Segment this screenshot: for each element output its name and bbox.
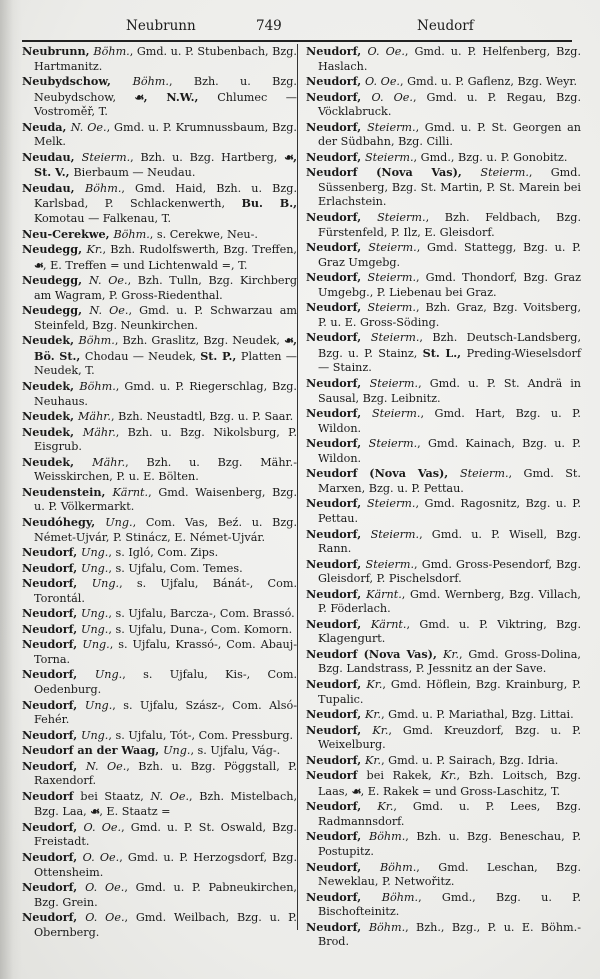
gazetteer-entry [22, 181, 297, 227]
entry-text: , Gmd. u. P. Pabneukirchen, Bzg. Grein. [34, 881, 297, 909]
left-column [22, 44, 297, 940]
entry-text: , Gmd. u. P. Schwarzau am Steinfeld, Bzg. Neunkirchen. [34, 304, 297, 332]
entry-text: , s. Ujfalu, Barcza-, Com. Brassó. [108, 607, 295, 621]
entry-region: N. Oe. [89, 304, 129, 318]
gazetteer-entry [306, 496, 581, 526]
entry-text: , Gmd. Leschan, Bzg. Neweklau, P. Netwořitz. [318, 860, 582, 889]
entry-text: , Bzh. Neustadtl, Bzg. u. P. Saar. [110, 410, 294, 424]
entry-text: , Bzh. u. Bzg. Beneschau, P. Postupitz. [318, 830, 581, 858]
entry-region: Steierm. [367, 301, 416, 315]
entry-region: Steierm. [377, 211, 426, 225]
gazetteer-entry [306, 270, 581, 300]
entry-region: Ung. [163, 744, 191, 758]
entry-region: Kärnt. [366, 587, 402, 601]
entry-headword: , N.W., [143, 89, 218, 104]
entry-region: O. Oe. [85, 881, 125, 895]
entry-text: Bierbaum — Neudau. [73, 166, 196, 180]
page-number: 749 [256, 18, 282, 34]
entry-text: , Gmd. Waisenberg, Bzg. u. P. Völkermarkt. [34, 485, 298, 514]
gazetteer-entry [22, 910, 297, 940]
gazetteer-entry [22, 698, 297, 728]
entry-region: Böhm. [368, 920, 406, 934]
gazetteer-entry [22, 667, 297, 697]
entry-region: Böhm. [368, 830, 406, 844]
gazetteer-entry [306, 406, 581, 436]
entry-headword: Neudorf, [22, 606, 82, 621]
railway-symbol-icon: ☙ [284, 149, 294, 164]
entry-region: O. Oe. [367, 45, 405, 58]
gazetteer-entry [306, 617, 581, 647]
entry-headword: Neudegg, [22, 303, 90, 318]
entry-headword: Neudorf, [306, 859, 380, 874]
entry-headword: Neudorf, [22, 758, 86, 773]
entry-text: , Bzh. Loitsch, Bzg. Laas, [318, 769, 581, 798]
entry-text: , Gmd. u. P. Herzogsdorf, Bzg. Ottensheim. [34, 850, 298, 879]
railway-symbol-icon: ☙ [284, 333, 294, 348]
gazetteer-entry [306, 799, 581, 829]
gazetteer-entry [22, 743, 297, 759]
entry-region: Ung. [81, 607, 109, 621]
gazetteer-entry [306, 587, 581, 617]
gazetteer-entry [306, 466, 581, 496]
entry-text: , Gmd. Höflein, Bzg. Krainburg, P. Tupalic. [318, 677, 581, 706]
gazetteer-entry [22, 273, 297, 303]
entry-headword: Bu. B., [241, 196, 297, 211]
entry-text: , Gmd. u. P. St. Andrä in Sausal, Bzg. Leibnitz. [318, 377, 581, 405]
gazetteer-entry [22, 728, 297, 744]
entry-text: , Gmd. Kreuzdorf, Bzg. u. P. Weixelburg. [318, 723, 581, 752]
entry-text: , s. Ujfalu, Duna-, Com. Komorn. [108, 622, 293, 636]
gazetteer-entry [22, 409, 297, 425]
entry-headword: Neudorf, [306, 436, 369, 451]
entry-text: Preding-Wieselsdorf — Stainz. [318, 346, 581, 375]
entry-text: , Gmd. u. P. St. Georgen an der Südbahn, Bzg. Cilli. [318, 120, 582, 149]
entry-headword: Neudorf, [306, 119, 368, 134]
entry-text: , Gmd. Ragosnitz, Bzg. u. P. Pettau. [318, 497, 582, 525]
entry-region: Kr. [442, 647, 460, 661]
entry-region: Mähr. [77, 410, 111, 424]
entry-region: Steierm. [370, 527, 420, 541]
entry-text: , Gmd. u. P. Stubenbach, Bzg. Hartmanitz. [34, 45, 297, 73]
entry-text: , Com. Vas, Beź. u. Bzg. Német-Ujvár, P. Stinácz, E. Német-Ujvár. [34, 515, 297, 544]
entry-text: , Gmd. u. P. Wisell, Bzg. Rann. [318, 527, 582, 556]
entry-headword: Neudorf, [306, 376, 370, 391]
entry-headword: Neudek, [22, 379, 80, 394]
entry-headword: Neudorf, [306, 556, 366, 571]
entry-region: Mähr. [92, 455, 126, 469]
gazetteer-entry [22, 242, 297, 273]
entry-region: Steierm. [368, 437, 418, 451]
entry-headword: Neudegg, [22, 242, 87, 257]
column-divider [297, 44, 298, 930]
entry-headword: Neudorf, [306, 586, 367, 601]
entry-region: Kr. [366, 677, 383, 691]
gazetteer-entry [22, 759, 297, 789]
running-head-left: Neubrunn [126, 18, 196, 34]
entry-text: , E. Treffen = und Lichtenwald =, T. [43, 258, 248, 272]
gazetteer-entry [306, 707, 581, 723]
entry-text: , Bzh. Deutsch-Landsberg, Bzg. u. P. Stainz, [318, 331, 582, 360]
entry-headword: Neudorf, [22, 849, 83, 864]
gazetteer-entry [22, 850, 297, 880]
entry-region: Ung. [82, 638, 110, 652]
gazetteer-entry [22, 303, 297, 333]
entry-text: , Gmd. u. P. St. Oswald, Bzg. Freistadt. [34, 820, 297, 849]
entry-headword: Neudorf [306, 768, 367, 783]
entry-text: , Gmd. St. Marxen, Bzg. u. P. Pettau. [318, 467, 581, 495]
entry-text: , E. Rakek = und Gross-Laschitz, T. [360, 784, 561, 798]
entry-region: Böhm. [381, 890, 419, 904]
entry-headword: Neudorf, [306, 829, 369, 844]
entry-headword: Neudorf, [306, 149, 366, 164]
gazetteer-entry [306, 240, 581, 270]
entry-text: , Bzh., Bzg., P. u. E. Böhm.-Brod. [318, 920, 582, 949]
gazetteer-entry [306, 920, 581, 950]
gazetteer-entry [22, 515, 297, 545]
entry-text: , s. Ujfalu, Com. Temes. [108, 561, 243, 575]
entry-headword: Neudorf, [306, 300, 368, 315]
entry-region: N. Oe. [85, 759, 127, 773]
entry-headword: Neudorf, [306, 44, 368, 58]
gazetteer-entry [306, 647, 581, 677]
entry-text: , Gmd. u. P. Mariathal, Bzg. Littai. [381, 708, 574, 722]
gazetteer-entry [22, 606, 297, 622]
entry-headword: Neudorf, [22, 819, 84, 834]
entry-headword: Neudorf, [22, 910, 86, 925]
right-column [306, 44, 581, 950]
entry-text: bei Staatz, [80, 789, 151, 803]
entry-headword: Neubrunn, [22, 44, 94, 58]
gazetteer-entry [306, 753, 581, 769]
entry-text: , Gmd. u. P. Helfenberg, Bzg. Haslach. [318, 45, 581, 73]
entry-text: , Bzh. Tulln, Bzg. Kirchberg am Wagram, P. Gross-Riedenthal. [34, 274, 297, 302]
gazetteer-entry [306, 723, 581, 753]
entry-headword: Neudorf, [306, 889, 382, 904]
gazetteer-entry [22, 150, 297, 181]
entry-text: bei Rakek, [366, 769, 441, 783]
railway-symbol-icon: ☙ [90, 804, 100, 819]
entry-headword: Neudegg, [22, 273, 89, 288]
entry-region: Ung. [81, 546, 109, 560]
entry-region: Steierm. [368, 241, 417, 255]
gazetteer-entry [22, 622, 297, 638]
entry-headword: Neudorf, [306, 406, 372, 421]
entry-text: , Gmd. Gross-Dolina, Bzg. Landstrass, P. Jessnitz an der Save. [318, 647, 581, 676]
entry-headword: Neudorf, [22, 880, 86, 895]
entry-text: , s. Igló, Com. Zips. [108, 546, 219, 560]
gazetteer-entry [22, 74, 297, 120]
entry-text: , Gmd. u. P. Gaflenz, Bzg. Weyr. [400, 75, 578, 89]
entry-region: O. Oe. [85, 911, 125, 925]
entry-region: O. Oe. [82, 850, 120, 864]
running-head-right: Neudorf [417, 18, 474, 34]
entry-headword: Neudau, [22, 180, 86, 195]
entry-text: , Bzh. u. Bzg. Hartberg, [130, 150, 285, 164]
gazetteer-entry [306, 376, 581, 406]
entry-headword: Neu-Cerekwe, [22, 226, 114, 241]
entry-text: , Bzh. u. Bzg. Pöggstall, P. Raxendorf. [34, 759, 298, 788]
entry-region: Böhm. [379, 860, 417, 874]
gazetteer-entry [22, 561, 297, 577]
entry-region: Ung. [94, 668, 123, 682]
entry-headword: Neudorf an der Waag, [22, 743, 164, 758]
entry-region: O. Oe. [365, 75, 400, 89]
entry-headword: Neudorf, [306, 240, 369, 255]
entry-region: Steierm. [480, 166, 529, 180]
gazetteer-entry [306, 165, 581, 210]
entry-region: Kr. [365, 708, 382, 722]
entry-region: Steierm. [367, 120, 416, 134]
entry-text: , Gmd. Kainach, Bzg. u. P. Wildon. [318, 437, 581, 465]
entry-headword: Neudorf, [306, 496, 367, 511]
entry-headword: Neudek, [22, 424, 83, 439]
entry-region: Ung. [105, 515, 133, 529]
entry-region: Ung. [81, 622, 109, 636]
entry-region: O. Oe. [83, 820, 122, 834]
railway-symbol-icon: ☙ [351, 783, 361, 798]
entry-headword: , St. V., [34, 149, 297, 180]
gazetteer-entry [22, 545, 297, 561]
entry-headword: Neudorf, [306, 707, 366, 722]
entry-region: Steierm. [460, 467, 509, 481]
entry-region: Böhm. [93, 45, 130, 58]
entry-text: , E. Staatz = [99, 805, 171, 819]
gazetteer-entry [306, 890, 581, 920]
entry-text: , Gmd. u. P. Sairach, Bzg. Idria. [381, 753, 559, 767]
gazetteer-entry [306, 829, 581, 859]
entry-text: , s. Ujfalu, Tót-, Com. Pressburg. [108, 728, 294, 742]
entry-headword: Neudek, [22, 333, 79, 348]
entry-headword: Neudorf, [22, 621, 82, 636]
entry-headword: Neudorf, [22, 727, 82, 742]
entry-headword: Neudorf, [22, 697, 85, 712]
gazetteer-entry [306, 90, 581, 120]
entry-region: Böhm. [85, 181, 122, 195]
entry-headword: Neudek, [22, 409, 78, 424]
entry-region: Kärnt. [112, 485, 149, 499]
entry-text: , Gmd. u. P. Krumnussbaum, Bzg. Melk. [34, 120, 297, 149]
entry-text: , Gmd. u. P. Lees, Bzg. Radmannsdorf. [318, 800, 581, 828]
gazetteer-entry [22, 576, 297, 606]
entry-text: , Gmd. Wernberg, Bzg. Villach, P. Föderlach. [318, 587, 581, 616]
entry-headword: Neuda, [22, 119, 71, 134]
entry-text: , Gmd. Stattegg, Bzg. u. P. Graz Umgebg. [318, 241, 581, 269]
entry-region: Steierm. [370, 331, 420, 345]
entry-region: Kr. [440, 769, 457, 783]
gazetteer-entry [306, 768, 581, 799]
entry-text: , Gmd. Haid, Bzh. u. Bzg. Karlsbad, P. Schlackenwerth, [34, 181, 297, 211]
railway-symbol-icon: ☙ [34, 257, 44, 272]
entry-region: Ung. [84, 698, 113, 712]
gazetteer-entry [306, 677, 581, 707]
entry-text: Chodau — Neudek, [84, 349, 201, 363]
entry-headword: , Bö. St., [34, 333, 297, 363]
entry-headword: Neudorf, [306, 919, 369, 934]
gazetteer-entry [22, 379, 297, 409]
gazetteer-entry [306, 210, 581, 240]
gazetteer-entry [306, 330, 581, 376]
entry-headword: Neudorf, [306, 616, 371, 631]
entry-text: , Bzh. u. Bzg. Mähr.-Weisskirchen, P. u. E. Bölten. [34, 455, 297, 484]
gazetteer-entry [22, 120, 297, 150]
entry-headword: Neubydschow, [22, 74, 133, 89]
entry-region: Steierm. [81, 150, 131, 164]
entry-region: Steierm. [371, 407, 421, 421]
entry-text: , Bzh. Rudolfswerth, Bzg. Treffen, [102, 243, 297, 257]
entry-headword: Neudorf, [306, 722, 373, 737]
entry-text: , Gmd. u. P. Regau, Bzg. Vöcklabruck. [318, 90, 582, 119]
entry-headword: Neudorf, [22, 637, 83, 652]
entry-region: O. Oe. [371, 90, 413, 104]
entry-region: Kr. [86, 243, 103, 257]
entry-text: , Bzh. Mistelbach, Bzg. Laa, [34, 789, 297, 819]
gazetteer-entry [306, 74, 581, 90]
header-rule [22, 40, 572, 42]
gazetteer-entry [22, 425, 297, 455]
entry-region: Böhm. [79, 380, 116, 394]
entry-region: Böhm. [113, 227, 150, 241]
entry-text: , Gmd., Bzg. u. P. Bischofteinitz. [318, 890, 581, 919]
entry-text: , Gmd. Hart, Bzg. u. P. Wildon. [318, 407, 581, 435]
entry-text: , Gmd., Bzg. u. P. Gonobitz. [413, 150, 568, 164]
entry-region: Böhm. [132, 75, 169, 89]
entry-text: , s. Ujfalu, Szász-, Com. Alsó-Fehér. [34, 698, 297, 727]
entry-text: , Bzh. Feldbach, Bzg. Fürstenfeld, P. Ilz, E. Gleisdorf. [318, 211, 581, 239]
gazetteer-entry [22, 455, 297, 485]
entry-region: N. Oe. [70, 120, 107, 134]
entry-text: , Gmd. u. P. Viktring, Bzg. Klagengurt. [318, 617, 582, 646]
entry-text: Chlumec — Vostroměř, T. [34, 90, 297, 119]
gazetteer-entry [22, 333, 297, 379]
entry-headword: St. P., [200, 348, 241, 363]
entry-region: Ung. [81, 728, 109, 742]
entry-headword: Neudorf, [306, 799, 378, 814]
entry-region: Kr. [372, 723, 389, 737]
gazetteer-entry [306, 44, 581, 74]
gazetteer-entry [306, 436, 581, 466]
entry-region: Steierm. [367, 271, 417, 285]
entry-text: , Bzh. Graz, Bzg. Voitsberg, P. u. E. Gross-Söding. [318, 301, 581, 329]
entry-text: , s. Cerekwe, Neu-. [149, 227, 258, 241]
entry-headword: Neudorf, [22, 576, 92, 591]
entry-text: Platten — Neudek, T. [34, 349, 297, 378]
entry-text: , Gmd. Weilbach, Bzg. u. P. Obernberg. [34, 911, 297, 939]
gazetteer-entry [22, 44, 297, 74]
entry-headword: Neudorf, [22, 545, 82, 560]
entry-headword: St. L., [422, 345, 467, 360]
entry-text: , Bzh. Graslitz, Bzg. Neudek, [114, 334, 285, 348]
entry-headword: Neudau, [22, 149, 82, 164]
entry-headword: Neudorf, [306, 752, 366, 767]
gazetteer-entry [306, 150, 581, 166]
entry-region: Kr. [365, 753, 382, 767]
entry-text: , Gmd. Thondorf, Bzg. Graz Umgebg., P. Liebenau bei Graz. [318, 271, 581, 299]
entry-region: Steierm. [365, 557, 415, 571]
gazetteer-entry [22, 820, 297, 850]
entry-headword: Neudorf [22, 788, 81, 803]
entry-text: , s. Ujfalu, Kis-, Com. Oedenburg. [34, 668, 297, 696]
entry-text: , Gmd. Süssenberg, Bzg. St. Martin, P. St. Marein bei Erlachstein. [318, 166, 581, 209]
entry-headword: Neudorf (Nova Vas), [306, 165, 481, 180]
gazetteer-entry [306, 300, 581, 330]
entry-region: Steierm. [366, 497, 416, 511]
gazetteer-entry [306, 120, 581, 150]
entry-headword: Neudorf, [306, 210, 378, 225]
entry-region: Ung. [91, 577, 120, 591]
entry-region: Kärnt. [370, 617, 407, 631]
entry-text: , s. Ujfalu, Krassó-, Com. Abauj-Torna. [34, 638, 298, 666]
entry-text: , Bzh. u. Bzg. Neubydschow, [34, 75, 297, 104]
entry-region: Mähr. [82, 425, 116, 439]
entry-region: Ung. [81, 561, 109, 575]
gazetteer-entry [22, 485, 297, 515]
railway-symbol-icon: ☙ [134, 89, 144, 104]
entry-headword: Neudek, [22, 454, 93, 469]
gazetteer-entry [306, 527, 581, 557]
entry-region: Kr. [377, 800, 394, 814]
entry-headword: Neudorf, [306, 676, 367, 691]
entry-text: , Bzh. u. Bzg. Nikolsburg, P. Eisgrub. [34, 425, 297, 454]
entry-text: , Gmd. u. P. Riegerschlag, Bzg. Neuhaus. [34, 380, 297, 408]
entry-region: Steierm. [365, 150, 414, 164]
entry-headword: Neudorf, [306, 74, 366, 89]
entry-region: N. Oe. [88, 274, 128, 288]
gazetteer-entry [306, 860, 581, 890]
entry-region: Steierm. [369, 377, 419, 391]
entry-headword: Neudorf, [306, 270, 368, 285]
entry-headword: Neudóhegy, [22, 514, 106, 529]
gazetteer-entry [22, 637, 297, 667]
entry-headword: Neudorf, [22, 560, 82, 575]
entry-headword: Neudorf, [306, 526, 371, 541]
entry-headword: Neudorf (Nova Vas), [306, 466, 461, 481]
entry-text: , Gmd. Gross-Pesendorf, Bzg. Gleisdorf, P. Pischelsdorf. [318, 557, 581, 586]
entry-headword: Neudorf, [22, 667, 95, 682]
page-binding-shadow [0, 0, 22, 979]
entry-region: Böhm. [78, 334, 115, 348]
entry-region: N. Oe. [150, 789, 190, 803]
gazetteer-entry [22, 789, 297, 820]
gazetteer-entry [22, 880, 297, 910]
gazetteer-entry [306, 557, 581, 587]
entry-headword: Neudorf (Nova Vas), [306, 646, 443, 661]
entry-headword: Neudorf, [306, 330, 371, 345]
entry-text: , s. Ujfalu, Bánát-, Com. Torontál. [34, 577, 297, 605]
entry-headword: Neudorf, [306, 89, 372, 104]
entry-headword: Neudenstein, [22, 484, 113, 499]
entry-text: , s. Ujfalu, Vág-. [190, 744, 281, 758]
entry-text: Komotau — Falkenau, T. [34, 212, 172, 226]
gazetteer-entry [22, 227, 297, 243]
